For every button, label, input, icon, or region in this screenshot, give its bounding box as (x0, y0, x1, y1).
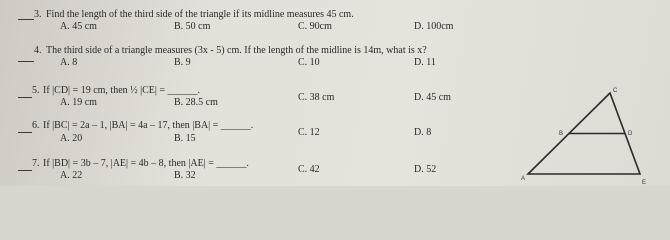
question-3-option-b[interactable]: B. 50 cm (174, 21, 211, 32)
question-4-option-b[interactable]: B. 9 (174, 57, 191, 68)
question-4-option-c[interactable]: C. 10 (298, 57, 320, 68)
question-5-option-a[interactable]: A. 19 cm (60, 97, 97, 108)
answer-blank-6[interactable] (18, 132, 32, 133)
vertex-label-a: A (521, 176, 526, 182)
answer-blank-4[interactable] (18, 61, 34, 62)
question-4-number: 4. (34, 45, 42, 56)
question-6-number: 6. (32, 120, 40, 131)
question-6-option-a[interactable]: A. 20 (60, 133, 83, 144)
answer-blank-3[interactable] (18, 19, 34, 20)
answer-blank-5[interactable] (18, 97, 32, 98)
question-3-number: 3. (34, 9, 42, 20)
question-4-option-d[interactable]: D. 11 (414, 57, 436, 68)
question-6-option-b[interactable]: B. 15 (174, 133, 196, 144)
question-6-stem: If |BC| = 2a – 1, |BA| = 4a – 17, then |BA| = ______. (43, 120, 254, 131)
vertex-label-e: E (642, 180, 647, 186)
question-7-stem: If |BD| = 3b – 7, |AE| = 4b – 8, then |AE| = ______. (43, 158, 249, 169)
question-6-option-d[interactable]: D. 8 (414, 127, 432, 138)
vertex-label-b: B (559, 131, 564, 137)
question-5-number: 5. (32, 85, 40, 96)
triangle-midline-figure (480, 84, 670, 186)
answer-blank-7[interactable] (18, 170, 32, 171)
question-3-option-d[interactable]: D. 100cm (414, 21, 454, 32)
question-7-option-b[interactable]: B. 32 (174, 170, 196, 181)
question-5-option-c[interactable]: C. 38 cm (298, 92, 335, 103)
question-5-stem: If |CD| = 19 cm, then ½ |CE| = ______. (43, 85, 201, 96)
question-7-number: 7. (32, 158, 40, 169)
question-5-option-d[interactable]: D. 45 cm (414, 92, 451, 103)
question-3-option-c[interactable]: C. 90cm (298, 21, 332, 32)
question-6-option-c[interactable]: C. 12 (298, 127, 320, 138)
question-3-option-a[interactable]: A. 45 cm (60, 21, 97, 32)
question-5-option-b[interactable]: B. 28.5 cm (174, 97, 218, 108)
question-7-option-c[interactable]: C. 42 (298, 164, 320, 175)
question-7-option-d[interactable]: D. 52 (414, 164, 437, 175)
vertex-label-d: D (628, 131, 633, 137)
question-7-option-a[interactable]: A. 22 (60, 170, 83, 181)
vertex-label-c: C (613, 88, 618, 94)
question-4-option-a[interactable]: A. 8 (60, 57, 78, 68)
question-3-stem: Find the length of the third side of the triangle if its midline measures 45 cm. (46, 9, 354, 20)
question-4-stem: The third side of a triangle measures (3x - 5) cm. If the length of the midline is 14m, what is x? (46, 45, 427, 56)
